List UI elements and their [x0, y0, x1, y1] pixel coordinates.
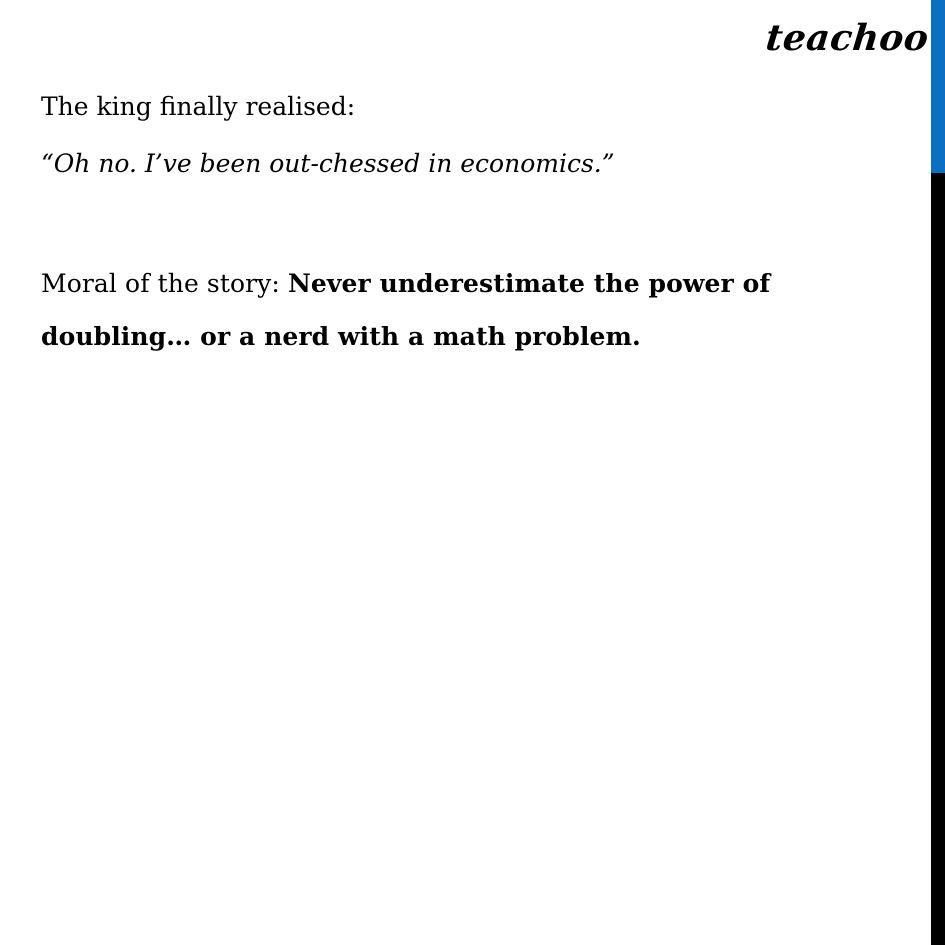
side-bar-accent [931, 0, 945, 173]
moral-paragraph [41, 257, 861, 363]
teachoo-logo: teachoo [763, 17, 931, 59]
side-bar [931, 0, 945, 945]
king-realised-line: The king finally realised: [41, 92, 356, 121]
moral-text: Never underestimate the power of doubling… or a nerd with a math problem. [41, 269, 771, 351]
king-quote: “Oh no. I’ve been out-chessed in economics.” [41, 149, 615, 178]
slide-content [41, 87, 861, 363]
moral-prefix: Moral of the story: [41, 269, 288, 298]
